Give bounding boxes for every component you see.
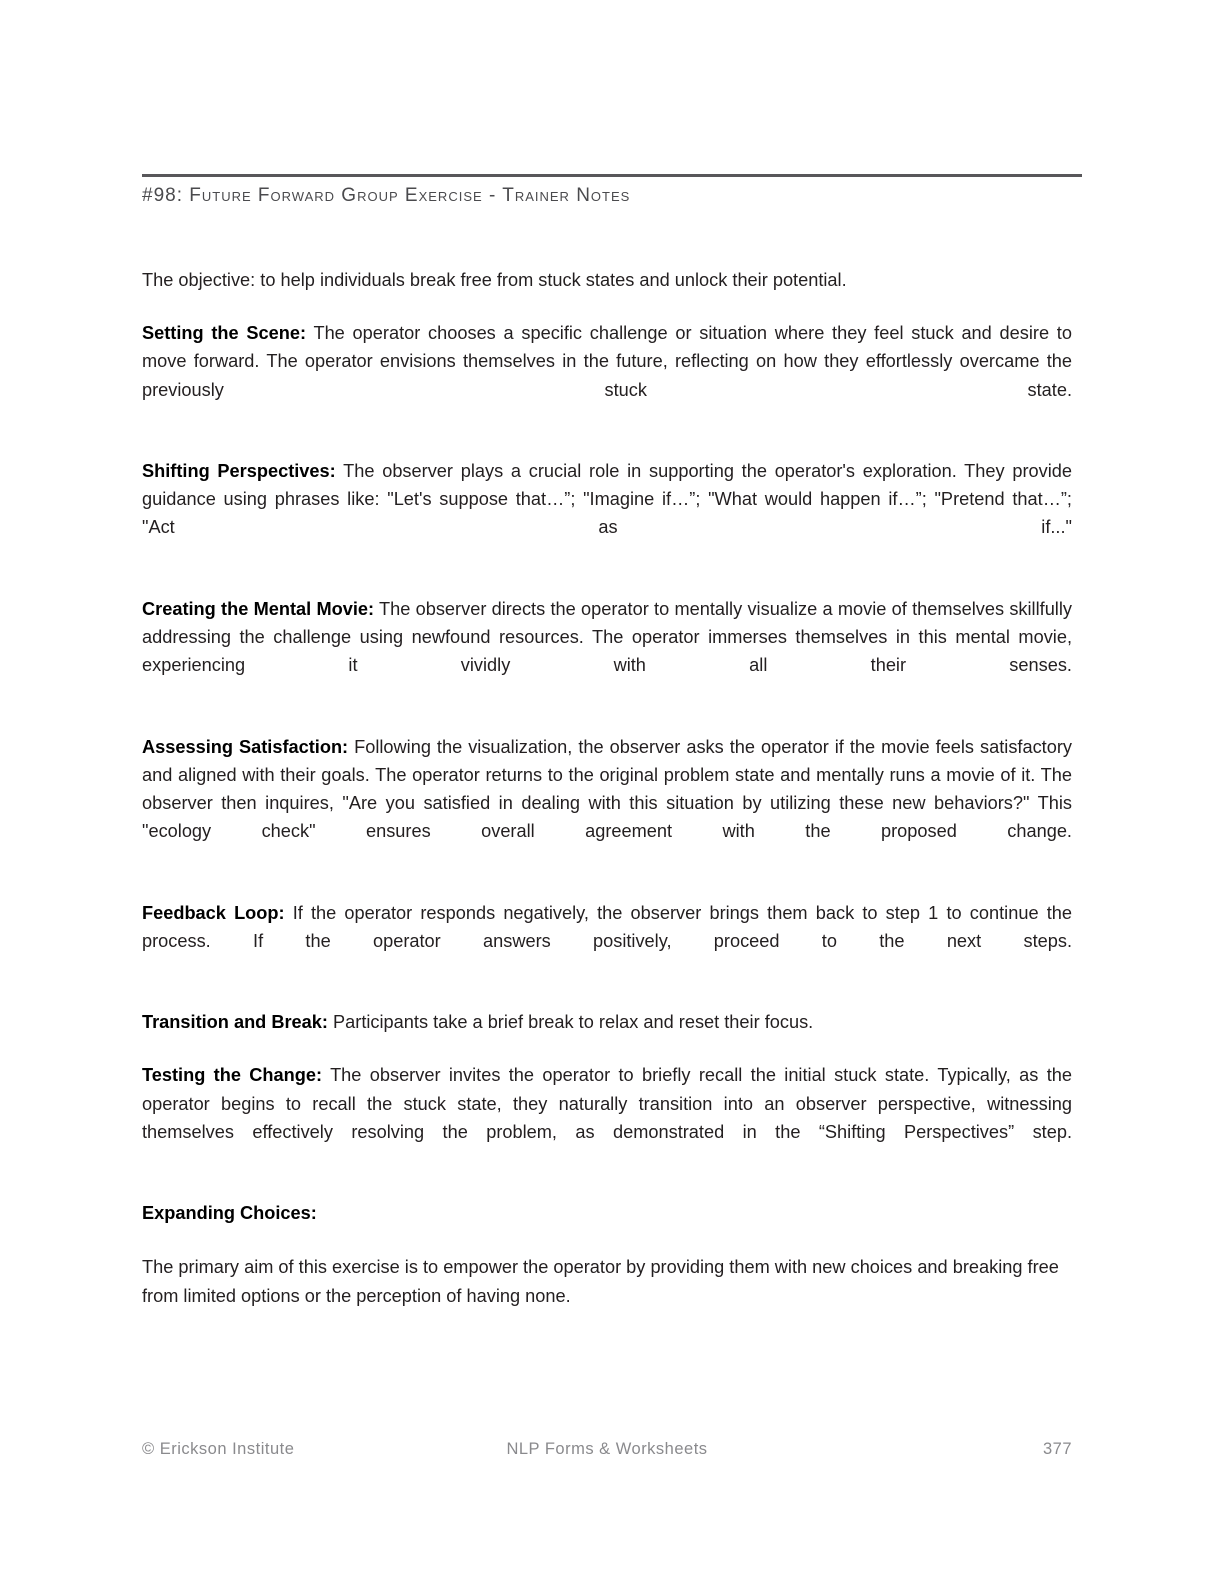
- paragraph-text: The observer directs the operator to mentally visualize a movie of themselves skillfully addressing the challenge using newfound resources. The operator immerses themselves in this mental movie, experiencing it vividly with all their senses.: [142, 598, 1072, 676]
- paragraph-text: The observer invites the operator to briefly recall the initial stuck state. Typically, as the operator begins to recall the stuck state, they naturally transition into an observer perspective, witnessing themselves effectively resolving the problem, as demonstrated in the “Shifting Perspectives” step.: [142, 1065, 1072, 1142]
- paragraph-text: The primary aim of this exercise is to empower the operator by providing them with new choices and breaking free from limited options or the perception of having none.: [142, 1257, 1059, 1306]
- paragraph-lead-label: Expanding Choices:: [142, 1203, 317, 1224]
- footer-copyright: © Erickson Institute: [142, 1440, 295, 1458]
- paragraph-text: The observer plays a crucial role in supporting the operator's exploration. They provide guidance using phrases like: "Let's suppose that…”; "Imagine if…”; "What would happen if…”; "Pretend that…”; "Act as if...": [142, 461, 1072, 538]
- paragraph-text: The operator chooses a specific challenge or situation where they feel stuck and desire to move forward. The operator envisions themselves in the future, reflecting on how they effortlessly overcame the previously stuck state.: [142, 323, 1072, 400]
- paragraph-assessing-satisfaction: [142, 733, 1072, 874]
- header-divider-rule: [142, 174, 1082, 177]
- paragraph-text: If the operator responds negatively, the observer brings them back to step 1 to continue the process. If the operator answers positively, proceed to the next steps.: [142, 902, 1073, 951]
- paragraph-transition-and-break: [142, 1008, 1072, 1036]
- paragraph-text: The objective: to help individuals break free from stuck states and unlock their potential.: [142, 270, 847, 290]
- paragraph-lead-label: Feedback Loop:: [142, 902, 285, 923]
- paragraph-feedback-loop: [142, 899, 1072, 984]
- paragraph-lead-label: Creating the Mental Movie:: [142, 598, 375, 619]
- paragraph-lead-label: Testing the Change:: [142, 1065, 323, 1086]
- footer-page-number: 377: [1042, 1440, 1072, 1458]
- paragraph-text: Following the visualization, the observer asks the operator if the movie feels satisfactory and aligned with their goals. The operator returns to the original problem state and mentally runs a movie of it. The observer then inquires, "Are you satisfied in dealing with this situation by utilizing these new behaviors?" This "ecology check" ensures overall agreement with the proposed change.: [142, 736, 1072, 842]
- paragraph-creating-the-mental-movie: [142, 595, 1072, 708]
- paragraph-testing-the-change: [142, 1061, 1072, 1174]
- paragraph-lead-label: Assessing Satisfaction:: [142, 736, 349, 757]
- footer-document-title: NLP Forms & Worksheets: [506, 1440, 708, 1458]
- paragraph-lead-label: Setting the Scene:: [142, 323, 307, 344]
- paragraph-shifting-perspectives: [142, 457, 1072, 570]
- paragraph-lead-label: Shifting Perspectives:: [142, 461, 336, 482]
- page-footer: [142, 1437, 1072, 1461]
- paragraph-setting-the-scene: [142, 319, 1072, 432]
- paragraph-lead-label: Transition and Break:: [142, 1012, 328, 1033]
- page-header-title: #98: Future Forward Group Exercise - Trainer Notes: [142, 185, 631, 206]
- paragraph-objective: [142, 266, 1072, 294]
- paragraph-expanding-choices: [142, 1199, 1072, 1227]
- paragraph-text: Participants take a brief break to relax and reset their focus.: [327, 1012, 814, 1033]
- paragraph-primary-aim: [142, 1253, 1072, 1309]
- document-body: [142, 266, 1072, 1310]
